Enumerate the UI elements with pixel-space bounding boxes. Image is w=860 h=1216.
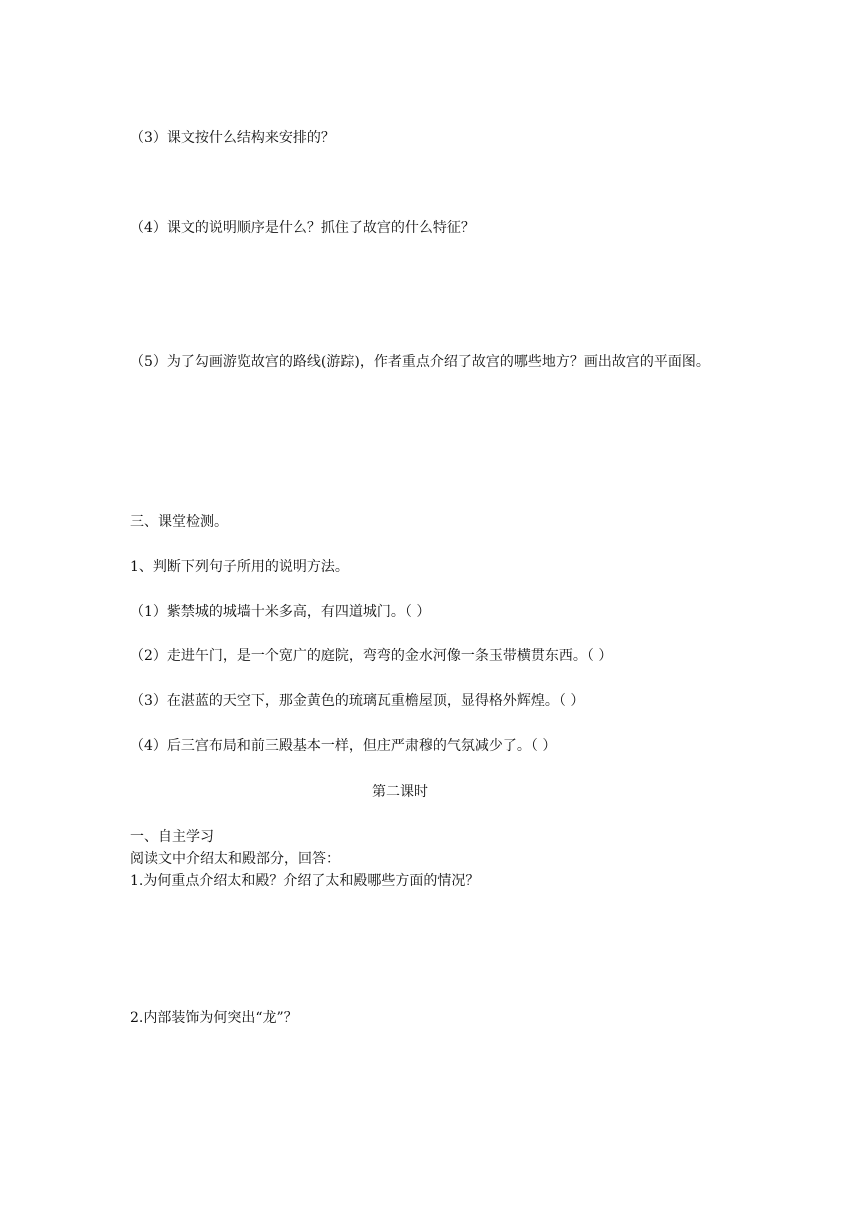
lesson-2-question-1: 1.为何重点介绍太和殿？介绍了太和殿哪些方面的情况？: [130, 873, 480, 889]
reading-instruction: 阅读文中介绍太和殿部分，回答：: [130, 851, 340, 867]
lesson-2-question-2: 2.内部装饰为何突出“龙”？: [130, 1010, 298, 1026]
question-5: （5）为了勾画游览故宫的路线(游踪)，作者重点介绍了故宫的哪些地方？画出故宫的平面图。: [130, 354, 710, 370]
check-item-3: （3）在湛蓝的天空下，那金黄色的琉璃瓦重檐屋顶，显得格外辉煌。（ ）: [130, 693, 585, 709]
question-4: （4）课文的说明顺序是什么？抓住了故宫的什么特征？: [130, 220, 475, 236]
section-heading-classroom-check: 三、课堂检测。: [130, 514, 228, 530]
section-heading-self-study: 一、自主学习: [130, 829, 214, 845]
question-3: （3）课文按什么结构来安排的？: [130, 130, 335, 146]
task-1-instruction: 1、判断下列句子所用的说明方法。: [130, 559, 349, 575]
check-item-4: （4）后三宫布局和前三殿基本一样，但庄严肃穆的气氛减少了。（ ）: [130, 738, 557, 754]
check-item-2: （2）走进午门，是一个宽广的庭院，弯弯的金水河像一条玉带横贯东西。（ ）: [130, 648, 613, 664]
check-item-1: （1）紫禁城的城墙十米多高，有四道城门。（ ）: [130, 604, 431, 620]
lesson-2-title: 第二课时: [372, 784, 428, 800]
